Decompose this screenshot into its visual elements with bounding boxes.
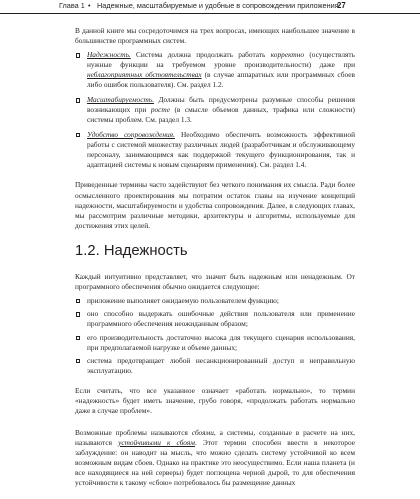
- item-text: (в смысле объемов данных, трафика или сложности) системы проблем. См. раздел 1.3.: [87, 105, 356, 125]
- list-item-maintainability: [75, 130, 355, 170]
- paragraph-text: . Этот термин способен ввести в некоторое заблуждение: он наводит на мысль, что можно сделать систему устойчивой ко всем возможным видам сбоев. Однако на практике это неосуществимо. Если наша планета (и все находящиеся на ней серверы) будет поглощена черной дырой, то для обеспечения устойчивости к такому «сбою» потребовалось бы размещение данных: [75, 437, 355, 488]
- item-text: система предотвращает любой несанкционированный доступ и неправильную эксплуатацию.: [87, 356, 355, 376]
- paragraph-text: Возможные проблемы называются: [75, 427, 192, 437]
- checkbox-bullet-icon: [76, 98, 80, 102]
- term-label: Удобство сопровождения.: [87, 130, 175, 140]
- checkbox-bullet-icon: [76, 299, 80, 303]
- item-text: оно способно выдержать ошибочные действия пользователя или применение программного обеспечения неожиданным образом;: [87, 309, 355, 329]
- chapter-title: Надежные, масштабируемые и удобные в сопровождении приложения: [97, 1, 339, 10]
- term-label: Надежность.: [87, 50, 131, 60]
- checkbox-bullet-icon: [76, 336, 80, 340]
- item-text: Необходимо обеспечить возможность эффективной работы с системой множеству различных людей (разработчикам и обслуживающему персоналу, занимающимся как поддержкой текущего функционирования, так и адаптацией системы к новым сценариям применения). См. раздел 1.4.: [87, 130, 355, 170]
- expectations-list: [75, 296, 355, 376]
- item-text: Система должна продолжать работать: [130, 50, 271, 60]
- term-label: Масштабируемость.: [87, 95, 154, 105]
- item-text: Должны быть предусмотрены разумные способы решения возникающих при: [87, 95, 355, 115]
- list-item: [75, 309, 355, 329]
- definition-paragraph: Если считать, что все указанное означает «работать нормально», то термин «надежность» будет иметь значение, грубо говоря, «продолжать работать нормально даже в случае проблем».: [75, 386, 355, 416]
- checkbox-bullet-icon: [76, 53, 80, 57]
- emphasis: корректно: [270, 50, 305, 60]
- section-heading: [75, 242, 355, 260]
- emphasis: устойчивыми к сбоям: [118, 437, 195, 447]
- running-header: [0, 0, 420, 14]
- page-body: [75, 26, 355, 499]
- list-item: [75, 356, 355, 376]
- emphasis: росте: [150, 105, 170, 115]
- header-separator: •: [88, 1, 91, 10]
- reliability-intro-paragraph: Каждый интуитивно представляет, что значит быть надежным или ненадежным. От программного обеспечения обычно ожидается следующее:: [75, 271, 355, 291]
- section-title: Надежность: [103, 242, 188, 259]
- list-item: [75, 333, 355, 353]
- list-item-reliability: [75, 50, 355, 90]
- paragraph-text: , а системы, созданные в расчете на них, называются: [75, 427, 355, 447]
- checkbox-bullet-icon: [76, 133, 80, 137]
- qualities-list: [75, 50, 355, 170]
- item-text: (в случае аппаратных или программных сбоев либо ошибок пользователя). См. раздел 1.2.: [87, 70, 355, 90]
- checkbox-bullet-icon: [76, 359, 80, 363]
- emphasis: неблагоприятных обстоятельствах: [87, 70, 202, 80]
- chapter-label: Глава 1: [59, 1, 85, 10]
- item-text: приложение выполняет ожидаемую пользователем функцию;: [87, 296, 279, 306]
- page-number: 27: [337, 1, 346, 10]
- intro-paragraph: В данной книге мы сосредоточимся на трех вопросах, имеющих наибольшее значение в большинстве программных систем.: [75, 26, 355, 46]
- list-item: [75, 296, 355, 306]
- item-text: (осуществлять нужные функции на требуемом уровне производительности) даже при: [87, 50, 355, 70]
- checkbox-bullet-icon: [76, 312, 80, 316]
- emphasis: сбоями: [191, 427, 214, 437]
- list-item-scalability: [75, 95, 355, 125]
- item-text: его производительность достаточно высока для текущего сценария использования, при предполагаемой нагрузке и объеме данных;: [87, 332, 355, 352]
- faults-paragraph: [75, 428, 355, 489]
- overview-paragraph: Приведенные термины часто задействуют без четкого понимания их смысла. Ради более осмысленного проектирования мы потратим остаток главы на изучение концепций надежности, масштабируемости и удобства сопровождения. Далее, в следующих главах, мы рассмотрим различные методики, архитектуры и алгоритмы, используемые для достижения этих целей.: [75, 180, 355, 230]
- section-number: 1.2.: [75, 242, 100, 259]
